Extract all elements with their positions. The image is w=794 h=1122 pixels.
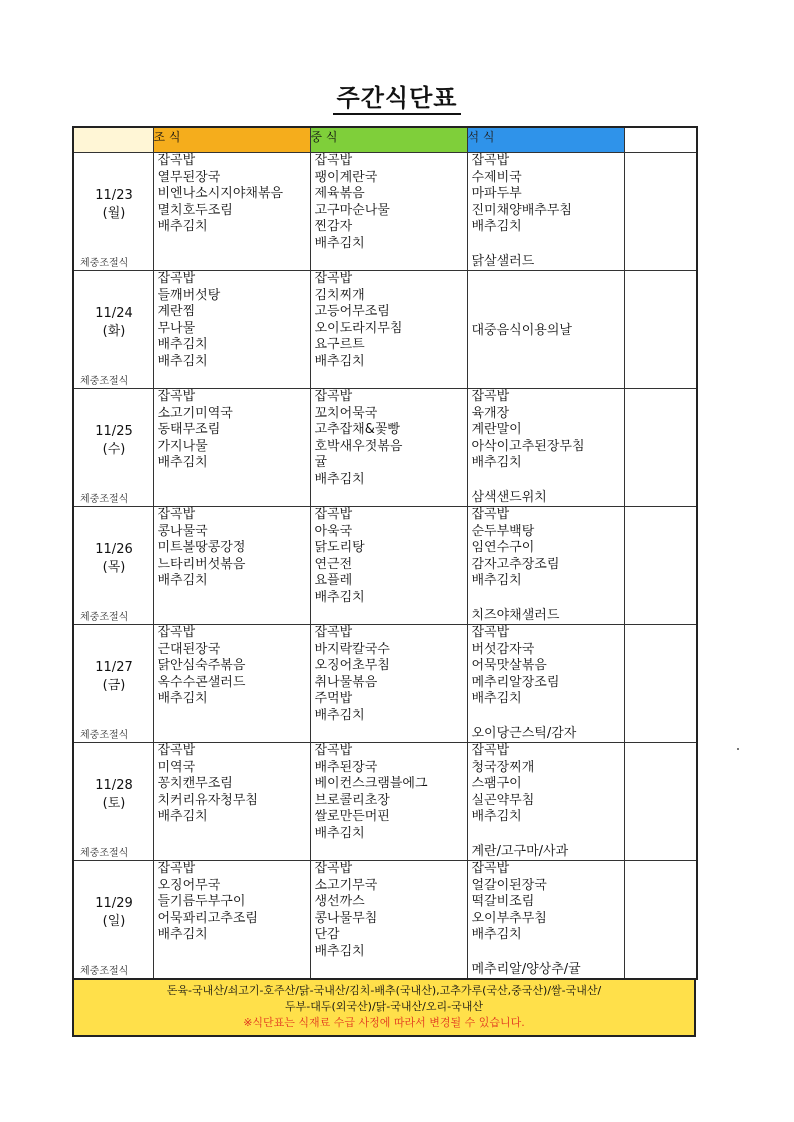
menu-item: 미역국 — [157, 759, 196, 775]
menu-item: 배추김치 — [157, 927, 208, 942]
change-notice: ※식단표는 식재료 수급 사정에 따라서 변경될 수 있습니다. — [243, 1016, 525, 1029]
breakfast-cell — [153, 625, 310, 743]
date-cell — [73, 507, 153, 625]
menu-items — [315, 153, 467, 252]
menu-item: 임연수구이 — [471, 540, 535, 555]
breakfast-cell — [153, 743, 310, 861]
header-row — [73, 127, 697, 153]
menu-item: 치커리유자청무침 — [157, 792, 258, 808]
menu-item: 가지나물 — [157, 438, 208, 454]
menu-item: 주먹밥 — [314, 691, 353, 706]
blank-cell — [624, 507, 697, 625]
menu-items — [158, 507, 310, 590]
blank-cell — [624, 861, 697, 980]
menu-item: 순두부백탕 — [471, 523, 535, 539]
menu-item: 배추김치 — [157, 455, 208, 470]
menu-item: 수제비국 — [471, 169, 522, 185]
weekday-text: (수) — [102, 442, 126, 457]
menu-item: 배추김치 — [314, 943, 365, 959]
menu-item: 귤 — [314, 455, 328, 470]
breakfast-cell — [153, 507, 310, 625]
menu-sheet — [72, 126, 696, 1037]
menu-item: 잡곡밥 — [314, 271, 353, 286]
lunch-cell — [310, 625, 467, 743]
breakfast-cell — [153, 271, 310, 389]
menu-item: 배추김치 — [157, 337, 208, 352]
menu-item: 잡곡밥 — [157, 271, 196, 286]
menu-item: 열무된장국 — [157, 169, 221, 185]
origin-footer — [72, 980, 696, 1037]
menu-item: 찐감자 — [314, 219, 353, 234]
menu-items — [472, 861, 624, 944]
menu-item: 콩나물국 — [157, 523, 208, 539]
origin-line-2: 두부-대두(외국산)/닭-국내산/오리-국내산 — [285, 1000, 483, 1013]
menu-item: 떡갈비조림 — [471, 894, 535, 909]
menu-item: 느타리버섯볶음 — [157, 556, 246, 572]
menu-item: 잡곡밥 — [314, 861, 353, 876]
menu-item: 육개장 — [471, 405, 510, 421]
diet-menu-item: 메추리알/양상추/귤 — [471, 962, 581, 977]
diet-label: 체중조절식 — [80, 730, 129, 741]
menu-item: 아욱국 — [314, 523, 353, 539]
menu-item: 계란말이 — [471, 422, 522, 437]
breakfast-cell — [153, 389, 310, 507]
page-title — [0, 78, 794, 113]
diet-menu-item: 치즈야채샐러드 — [471, 608, 560, 623]
lunch-cell — [310, 861, 467, 980]
menu-item: 취나물볶음 — [314, 674, 378, 690]
header-blank — [624, 127, 697, 153]
menu-item: 고등어무조림 — [314, 304, 390, 319]
menu-item: 실곤약무침 — [471, 792, 535, 808]
menu-item: 배추김치 — [471, 927, 522, 942]
menu-item: 배추김치 — [157, 809, 208, 824]
lunch-cell — [310, 507, 467, 625]
date-label — [74, 541, 154, 577]
date-label — [74, 423, 154, 459]
menu-item: 잡곡밥 — [314, 389, 353, 404]
menu-item: 배추김치 — [157, 573, 208, 588]
diet-label: 체중조절식 — [80, 612, 129, 623]
blank-cell — [624, 743, 697, 861]
menu-item: 잡곡밥 — [314, 153, 353, 168]
menu-item: 단감 — [314, 927, 340, 942]
menu-items — [472, 625, 624, 708]
menu-items — [158, 743, 310, 826]
menu-item: 동태무조림 — [157, 422, 221, 437]
breakfast-cell — [153, 861, 310, 980]
diet-label: 체중조절식 — [80, 848, 129, 859]
title-text: 주간식단표 — [333, 84, 462, 115]
menu-item: 배추김치 — [314, 353, 365, 369]
dinner-cell — [467, 861, 624, 980]
dinner-cell — [467, 507, 624, 625]
blank-cell — [624, 389, 697, 507]
menu-item: 어묵맛살볶음 — [471, 658, 547, 673]
menu-item: 무나물 — [157, 320, 196, 336]
date-label — [74, 187, 154, 223]
menu-table — [72, 126, 698, 980]
menu-item: 진미채양배추무침 — [471, 202, 572, 218]
date-text: 11/28 — [95, 778, 133, 793]
dinner-cell — [467, 625, 624, 743]
menu-item: 배추김치 — [314, 707, 365, 723]
menu-item: 잡곡밥 — [314, 625, 353, 640]
menu-items — [472, 153, 624, 236]
menu-item: 잡곡밥 — [157, 861, 196, 876]
menu-items — [315, 743, 467, 842]
date-cell — [73, 271, 153, 389]
date-cell — [73, 861, 153, 980]
menu-item: 배추김치 — [157, 353, 208, 369]
dinner-cell — [467, 743, 624, 861]
menu-item: 계란찜 — [157, 304, 196, 319]
menu-items — [158, 389, 310, 472]
menu-item: 닭도리탕 — [314, 540, 365, 555]
menu-item: 팽이계란국 — [314, 169, 378, 185]
dinner-cell — [467, 271, 624, 389]
weekday-text: (화) — [102, 324, 126, 339]
weekday-text: (토) — [102, 796, 126, 811]
date-cell — [73, 743, 153, 861]
menu-item: 꼬치어묵국 — [314, 405, 378, 421]
menu-item: 잡곡밥 — [471, 861, 510, 876]
menu-item: 오이도라지무침 — [314, 320, 403, 336]
date-cell — [73, 389, 153, 507]
menu-item: 베이컨스크램블에그 — [314, 776, 428, 791]
menu-items — [158, 153, 310, 236]
date-cell — [73, 153, 153, 271]
menu-item: 배추김치 — [471, 809, 522, 824]
menu-item: 잡곡밥 — [157, 743, 196, 758]
blank-cell — [624, 271, 697, 389]
weekday-text: (일) — [102, 914, 126, 929]
menu-item: 오징어무국 — [157, 877, 221, 893]
day-row — [73, 625, 697, 743]
menu-items — [315, 389, 467, 488]
header-dinner: 석 식 — [467, 127, 624, 153]
menu-items — [158, 625, 310, 708]
menu-item: 옥수수콘샐러드 — [157, 674, 246, 690]
menu-item: 잡곡밥 — [471, 153, 510, 168]
menu-item: 잡곡밥 — [157, 625, 196, 640]
menu-item: 잡곡밥 — [471, 743, 510, 758]
lunch-cell — [310, 271, 467, 389]
menu-item: 배추김치 — [471, 455, 522, 470]
menu-item: 닭안심숙주볶음 — [157, 658, 246, 673]
diet-label: 체중조절식 — [80, 966, 129, 977]
date-text: 11/29 — [95, 896, 133, 911]
day-row — [73, 153, 697, 271]
lunch-cell — [310, 743, 467, 861]
menu-item: 오징어초무침 — [314, 658, 390, 673]
date-text: 11/24 — [95, 306, 133, 321]
menu-item: 고추잡채&꽃빵 — [314, 422, 400, 437]
menu-item: 비엔나소시지야채볶음 — [157, 186, 284, 201]
header-breakfast: 조 식 — [153, 127, 310, 153]
diet-menu-item: 닭살샐러드 — [471, 254, 535, 269]
menu-items — [315, 507, 467, 606]
menu-item: 감자고추장조림 — [471, 556, 560, 572]
origin-line-1: 돈육-국내산/쇠고기-호주산/닭-국내산/김치-배추(국내산),고추가루(국산,중국산)/쌀-국내산/ — [166, 984, 602, 997]
weekday-text: (월) — [102, 206, 126, 221]
date-text: 11/23 — [95, 188, 133, 203]
day-row — [73, 271, 697, 389]
menu-item: 배추김치 — [314, 471, 365, 487]
menu-item: 배추김치 — [157, 691, 208, 706]
dinner-cell — [467, 153, 624, 271]
menu-item: 배추김치 — [157, 219, 208, 234]
menu-item: 배추김치 — [471, 219, 522, 234]
menu-item: 청국장찌개 — [471, 759, 535, 775]
diet-label: 체중조절식 — [80, 494, 129, 505]
day-row — [73, 507, 697, 625]
breakfast-cell — [153, 153, 310, 271]
menu-items — [315, 625, 467, 724]
date-label — [74, 659, 154, 695]
menu-item: 배추김치 — [471, 691, 522, 706]
date-text: 11/27 — [95, 660, 133, 675]
day-row — [73, 861, 697, 980]
menu-item: 근대된장국 — [157, 641, 221, 657]
menu-item: 생선까스 — [314, 894, 365, 909]
menu-item: 마파두부 — [471, 186, 522, 201]
menu-item: 잡곡밥 — [314, 507, 353, 522]
menu-items — [472, 389, 624, 472]
menu-item: 버섯감자국 — [471, 641, 535, 657]
date-cell — [73, 625, 153, 743]
menu-items — [472, 507, 624, 590]
menu-item: 콩나물무침 — [314, 910, 378, 926]
menu-item: 잡곡밥 — [157, 389, 196, 404]
menu-item: 잡곡밥 — [314, 743, 353, 758]
menu-item: 제육볶음 — [314, 186, 365, 201]
menu-item: 바지락칼국수 — [314, 641, 390, 657]
header-lunch: 중 식 — [310, 127, 467, 153]
lunch-cell — [310, 389, 467, 507]
date-label — [74, 777, 154, 813]
menu-item: 오이부추무침 — [471, 910, 547, 926]
menu-item: 들기름두부구이 — [157, 894, 246, 909]
menu-item: 아삭이고추된장무침 — [471, 438, 585, 454]
menu-item: 잡곡밥 — [157, 153, 196, 168]
menu-item: 들깨버섯탕 — [157, 287, 221, 303]
menu-item: 요플레 — [314, 573, 353, 588]
menu-items — [158, 861, 310, 944]
special-day-label: 대중음식이용의날 — [471, 323, 572, 338]
blank-cell — [624, 153, 697, 271]
menu-item: 어묵꽈리고추조림 — [157, 910, 258, 926]
menu-item: 잡곡밥 — [471, 389, 510, 404]
menu-item: 고구마순나물 — [314, 202, 390, 218]
menu-item: 배추된장국 — [314, 759, 378, 775]
menu-item: 요구르트 — [314, 337, 365, 352]
day-row — [73, 743, 697, 861]
diet-menu-item: 삼색샌드위치 — [471, 490, 547, 505]
menu-item: 김치찌개 — [314, 287, 365, 303]
menu-item: 잡곡밥 — [471, 625, 510, 640]
menu-items — [315, 861, 467, 960]
blank-cell — [624, 625, 697, 743]
menu-item: 소고기무국 — [314, 877, 378, 893]
date-text: 11/26 — [95, 542, 133, 557]
scan-speck — [737, 748, 739, 750]
date-label — [74, 305, 154, 341]
menu-item: 연근전 — [314, 556, 353, 572]
menu-item: 꽁치캔무조림 — [157, 776, 233, 791]
menu-item: 쌀로만든머핀 — [314, 809, 390, 824]
menu-item: 얼갈이된장국 — [471, 877, 547, 893]
menu-items — [158, 271, 310, 370]
menu-item: 미트볼땅콩강정 — [157, 540, 246, 555]
menu-item: 잡곡밥 — [157, 507, 196, 522]
menu-item: 배추김치 — [314, 825, 365, 841]
weekday-text: (목) — [102, 560, 126, 575]
diet-menu-item: 계란/고구마/사과 — [471, 844, 569, 859]
day-row — [73, 389, 697, 507]
diet-label: 체중조절식 — [80, 376, 129, 387]
menu-item: 멸치호두조림 — [157, 202, 233, 218]
menu-item: 배추김치 — [471, 573, 522, 588]
date-text: 11/25 — [95, 424, 133, 439]
menu-items — [472, 743, 624, 826]
diet-menu-item: 오이당근스틱/감자 — [471, 726, 577, 741]
lunch-cell — [310, 153, 467, 271]
menu-item: 소고기미역국 — [157, 405, 233, 421]
menu-item: 스팸구이 — [471, 776, 522, 791]
menu-item: 메추리알장조림 — [471, 674, 560, 690]
dinner-cell — [467, 389, 624, 507]
diet-label: 체중조절식 — [80, 258, 129, 269]
menu-item: 잡곡밥 — [471, 507, 510, 522]
menu-items — [315, 271, 467, 370]
header-date-cell — [73, 127, 153, 153]
weekday-text: (금) — [102, 678, 126, 693]
menu-item: 배추김치 — [314, 589, 365, 605]
menu-item: 브로콜리초장 — [314, 792, 390, 808]
menu-item: 배추김치 — [314, 235, 365, 251]
menu-item: 호박새우젓볶음 — [314, 438, 403, 454]
date-label — [74, 895, 154, 931]
